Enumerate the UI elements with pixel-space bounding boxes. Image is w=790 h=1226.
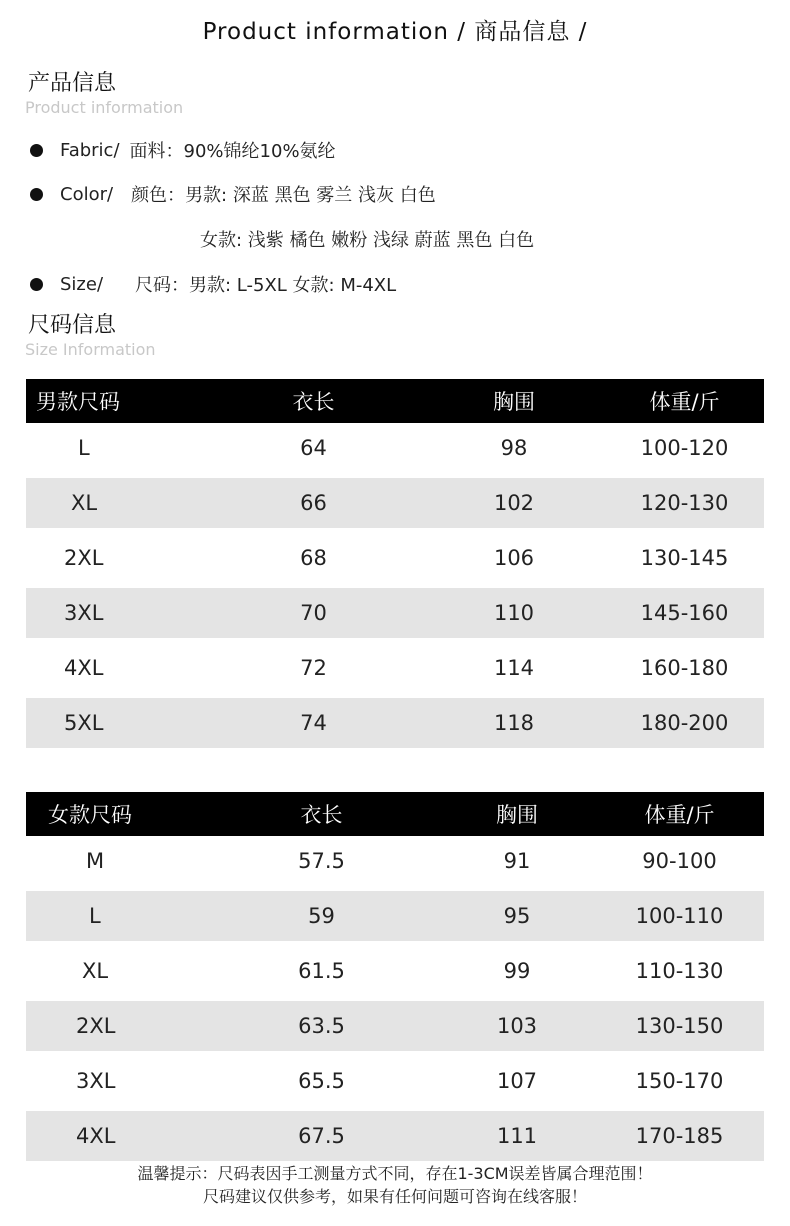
- page-header-title: Product information / 商品信息 /: [202, 19, 588, 45]
- size-label-cn: 尺码：: [135, 275, 190, 296]
- cell-weight: 110-130: [635, 959, 724, 983]
- table-header-row: [26, 379, 764, 423]
- header-chest: 胸围: [447, 792, 581, 836]
- cell-size: 4XL: [64, 656, 104, 680]
- fabric-label-en: Fabric/: [60, 139, 120, 161]
- cell-weight: 170-185: [581, 1111, 764, 1161]
- table-row: [26, 533, 764, 583]
- cell-length: 72: [300, 656, 327, 680]
- cell-weight: 145-160: [581, 588, 764, 638]
- cell-weight: 120-130: [581, 478, 764, 528]
- color-women-row: [200, 226, 534, 252]
- size-value: 男款: L-5XL 女款: M-4XL: [189, 275, 397, 296]
- color-row: [30, 181, 436, 207]
- header-weight: 体重/斤: [581, 379, 764, 423]
- cell-chest: 110: [447, 588, 581, 638]
- cell-size: 4XL: [26, 1111, 144, 1161]
- color-value-women: 女款: 浅紫 橘色 嫩粉 浅绿 蔚蓝 黑色 白色: [200, 230, 535, 251]
- fabric-label-cn: 面料：: [129, 141, 184, 162]
- cell-weight: 130-150: [581, 1001, 764, 1051]
- cell-chest: 114: [493, 656, 535, 680]
- header-size: 男款尺码: [26, 379, 144, 423]
- cell-length: 59: [144, 891, 447, 941]
- cell-length: 64: [300, 436, 327, 460]
- table-row: [26, 836, 764, 886]
- header-length: 衣长: [144, 379, 447, 423]
- women-size-table: [26, 792, 764, 1161]
- table-row: [26, 588, 764, 638]
- cell-length: 57.5: [298, 849, 345, 873]
- cell-chest: 98: [500, 436, 528, 460]
- cell-chest: 103: [447, 1001, 581, 1051]
- cell-size: 5XL: [26, 698, 144, 748]
- cell-chest: 107: [496, 1069, 538, 1093]
- bullet-icon: [30, 278, 43, 291]
- cell-length: 70: [144, 588, 447, 638]
- table-row: [26, 1111, 764, 1161]
- cell-size: M: [86, 849, 105, 873]
- size-row: [30, 271, 396, 297]
- cell-size: 2XL: [26, 1001, 144, 1051]
- cell-chest: 95: [447, 891, 581, 941]
- cell-weight: 180-200: [581, 698, 764, 748]
- cell-weight: 130-145: [640, 546, 729, 570]
- table-row: [26, 698, 764, 748]
- cell-chest: 102: [447, 478, 581, 528]
- cell-length: 63.5: [144, 1001, 447, 1051]
- cell-length: 66: [144, 478, 447, 528]
- header-weight: 体重/斤: [581, 792, 764, 836]
- color-label-cn: 颜色：: [131, 185, 186, 206]
- size-label-en: Size/: [60, 273, 104, 295]
- cell-size: L: [78, 436, 90, 460]
- cell-size: XL: [26, 478, 144, 528]
- cell-size: XL: [82, 959, 109, 983]
- cell-chest: 106: [493, 546, 535, 570]
- cell-chest: 99: [503, 959, 531, 983]
- color-label-en: Color/: [60, 183, 114, 205]
- product-info-subtitle: Product information: [25, 98, 184, 117]
- cell-size: 3XL: [76, 1069, 116, 1093]
- cell-chest: 118: [447, 698, 581, 748]
- cell-length: 61.5: [298, 959, 345, 983]
- table-row: [26, 946, 764, 996]
- color-value-men: 男款: 深蓝 黑色 雾兰 浅灰 白色: [185, 185, 436, 206]
- table-row: [26, 1056, 764, 1106]
- cell-weight: 150-170: [635, 1069, 724, 1093]
- bullet-icon: [30, 188, 43, 201]
- bullet-icon: [30, 144, 43, 157]
- cell-size: 3XL: [26, 588, 144, 638]
- footer-note-line2: 尺码建议仅供参考，如果有任何问题可咨询在线客服！: [202, 1187, 587, 1206]
- product-info-title: 产品信息: [28, 71, 117, 96]
- footer-note-line1: 温馨提示：尺码表因手工测量方式不同，存在1-3CM误差皆属合理范围！: [137, 1164, 653, 1183]
- table-header-row: [26, 792, 764, 836]
- header-chest: 胸围: [447, 379, 581, 423]
- cell-weight: 100-120: [640, 436, 729, 460]
- cell-weight: 90-100: [642, 849, 717, 873]
- table-row: [26, 643, 764, 693]
- size-info-subtitle: Size Information: [25, 340, 156, 359]
- fabric-value: 90%锦纶10%氨纶: [183, 141, 336, 162]
- men-size-table: [26, 379, 764, 748]
- table-row: [26, 1001, 764, 1051]
- cell-chest: 111: [447, 1111, 581, 1161]
- cell-size: 2XL: [64, 546, 104, 570]
- cell-size: L: [26, 891, 144, 941]
- table-row: [26, 478, 764, 528]
- cell-chest: 91: [503, 849, 531, 873]
- header-length: 衣长: [144, 792, 447, 836]
- cell-length: 74: [144, 698, 447, 748]
- fabric-row: [30, 137, 336, 163]
- cell-length: 67.5: [144, 1111, 447, 1161]
- cell-weight: 160-180: [640, 656, 729, 680]
- cell-length: 68: [300, 546, 327, 570]
- cell-length: 65.5: [298, 1069, 345, 1093]
- table-row: [26, 423, 764, 473]
- table-row: [26, 891, 764, 941]
- size-info-title: 尺码信息: [28, 313, 117, 338]
- cell-weight: 100-110: [581, 891, 764, 941]
- header-size: 女款尺码: [26, 792, 144, 836]
